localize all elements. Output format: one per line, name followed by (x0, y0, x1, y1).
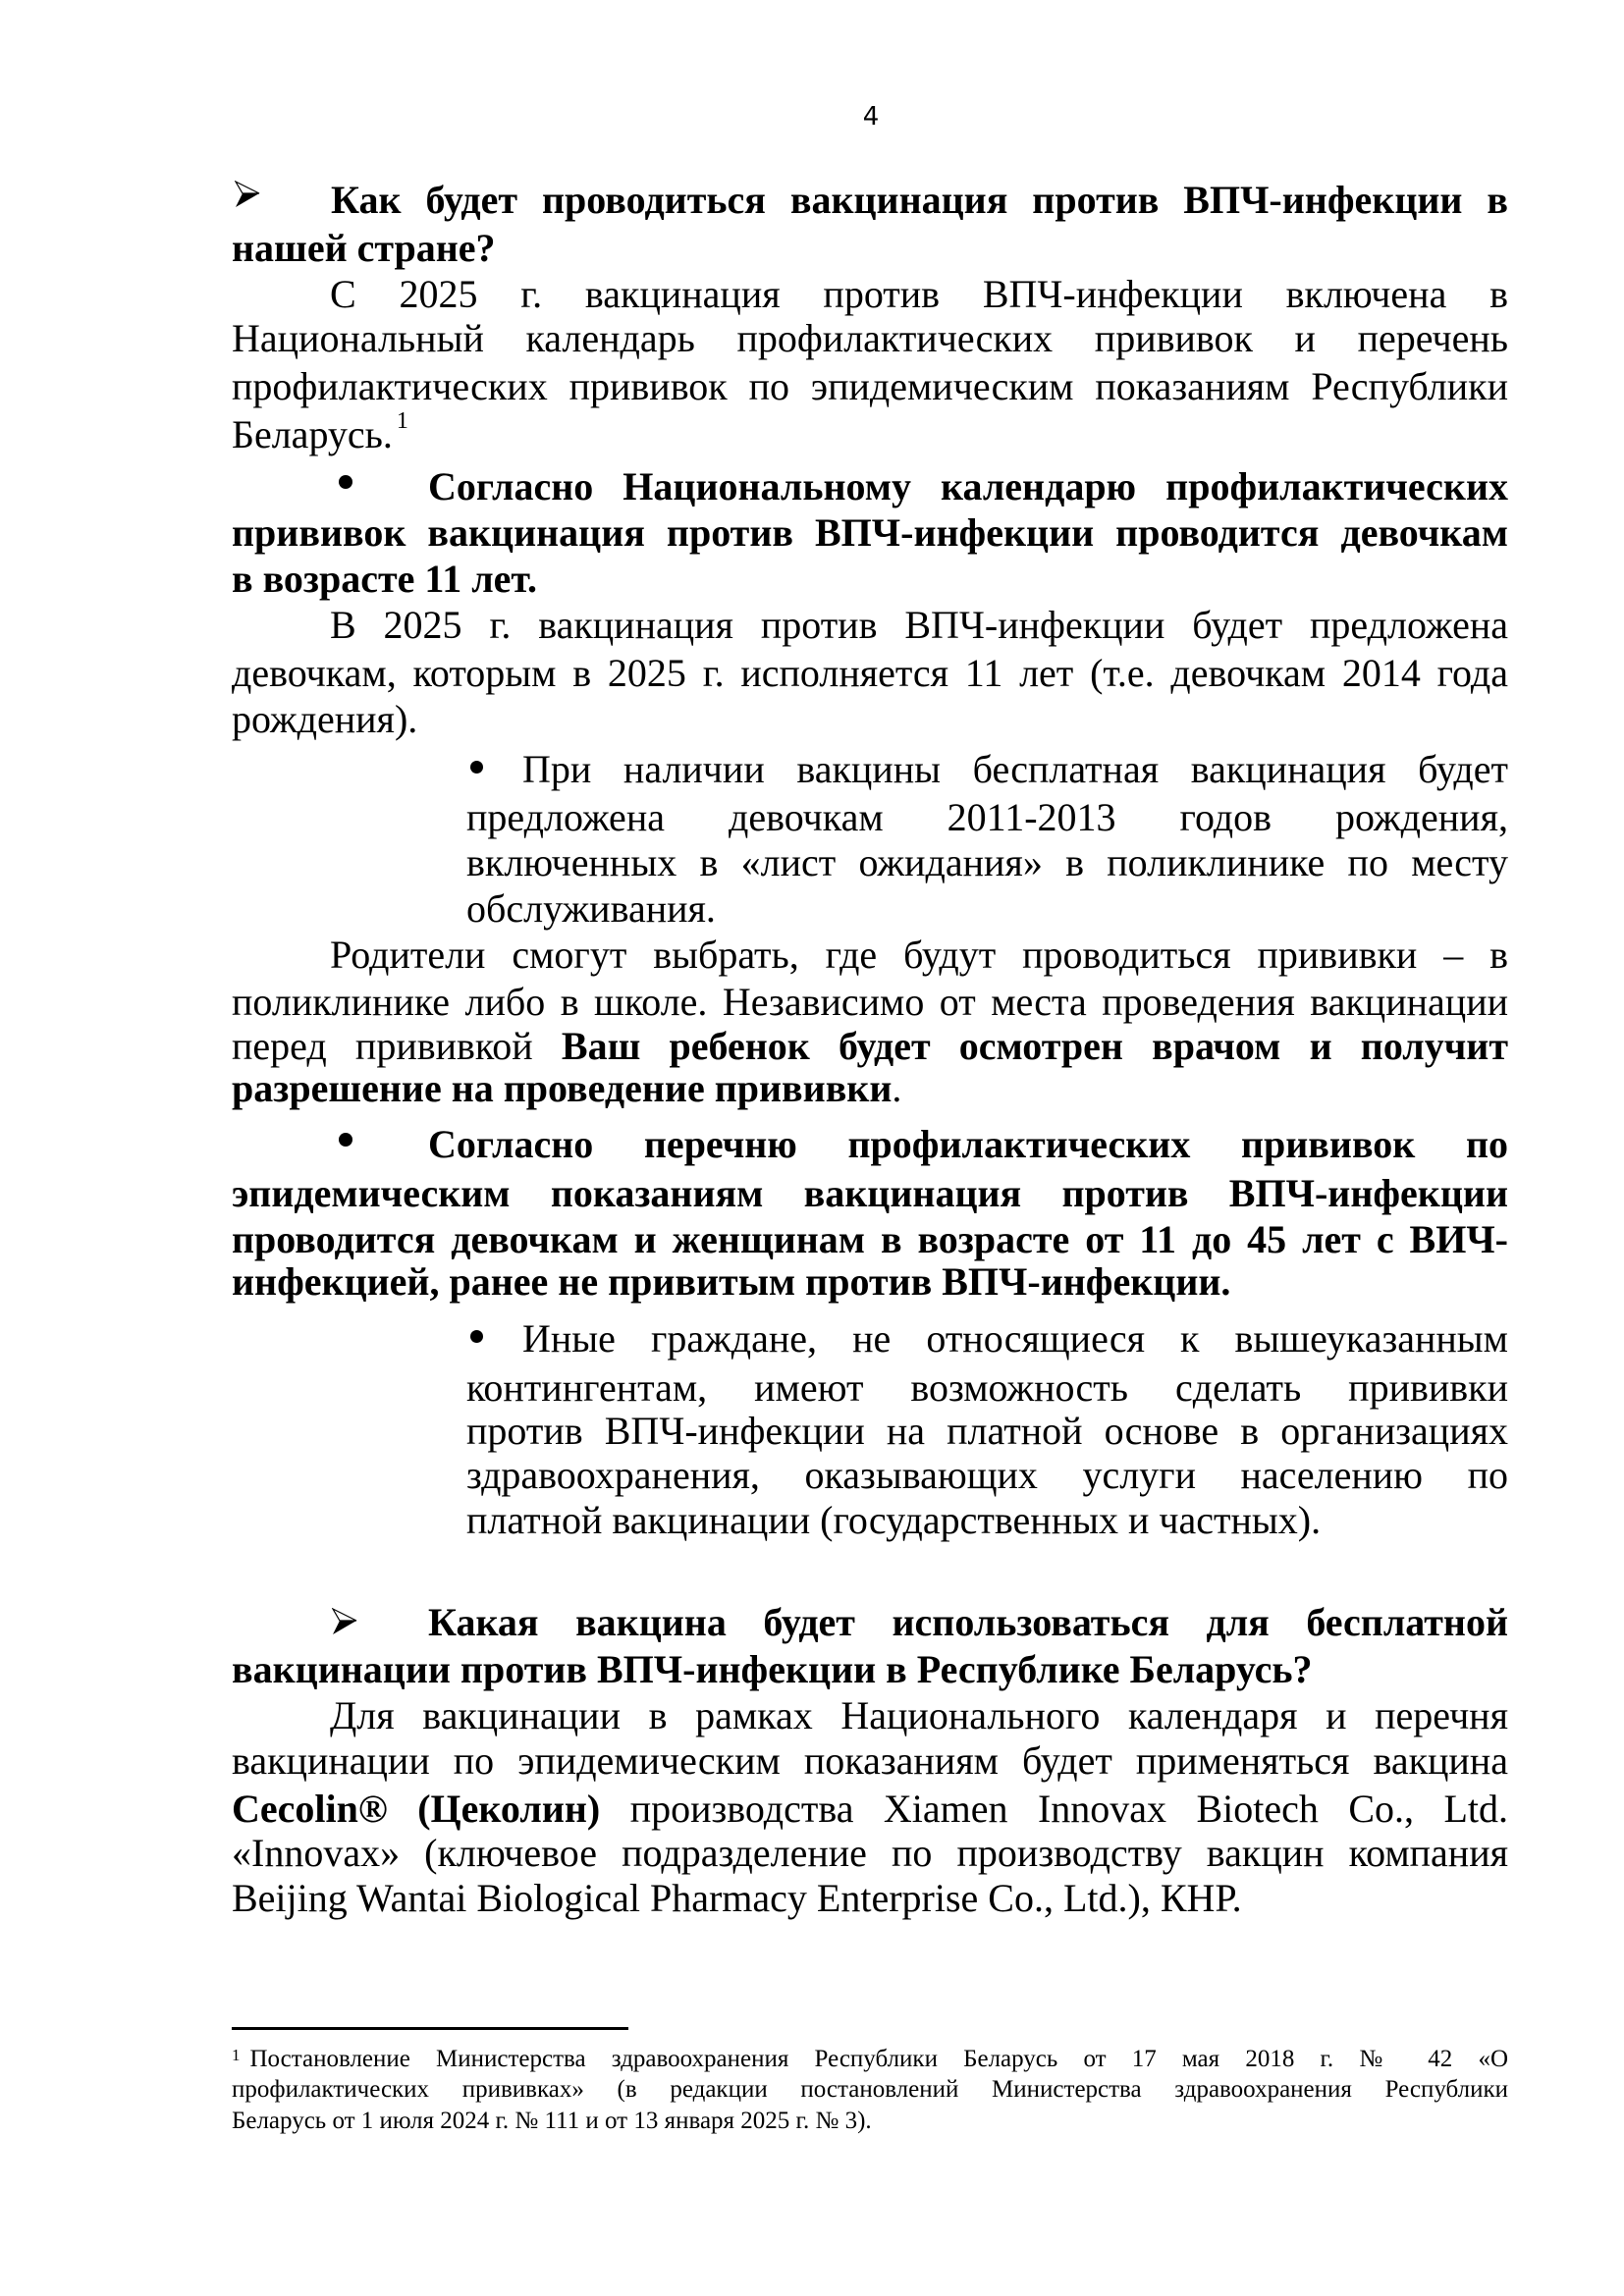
para2-line2: девочкам, которым в 2025 г. исполняется 11 лет (т.е. девочкам 2014 года (232, 651, 1508, 695)
bullet-icon (470, 1330, 483, 1343)
bullet-icon (470, 761, 483, 774)
footnote-line2: профилактических прививках» (в редакции постановлений Министерства здравоохранения Республики (232, 2076, 1508, 2103)
para3-line3-normal: перед прививкой (232, 1024, 533, 1068)
arrowhead-icon (235, 181, 260, 208)
footnote-separator (232, 2027, 628, 2030)
para3-line4-end: . (892, 1066, 902, 1110)
sub-bullet1-line2: предложена девочкам 2011-2013 годов рождения, (466, 795, 1508, 839)
vaccine-para-line2: вакцинации по эпидемическим показаниям будет применяться вакцина (232, 1738, 1508, 1783)
sub-bullet1-line3: включенных в «лист ожидания» в поликлинике по месту (466, 840, 1508, 884)
footnote-reference[interactable]: 1 (396, 408, 408, 434)
sub-bullet2-line3: против ВПЧ-инфекции на платной основе в организациях (466, 1409, 1508, 1453)
intro-line4 (232, 408, 1508, 458)
vaccine-para-line3 (232, 1786, 1508, 1833)
vaccine-para-line5: Beijing Wantai Biological Pharmacy Enterprise Co., Ltd.), КНР. (232, 1876, 1242, 1920)
para2-line3: рождения). (232, 697, 418, 741)
bullet-icon (339, 1133, 352, 1147)
para3-line2: поликлинике либо в школе. Независимо от места проведения вакцинации (232, 980, 1508, 1024)
sub-bullet2-line2: контингентам, имеют возможность сделать прививки (466, 1365, 1508, 1410)
section2-heading-line2: вакцинации против ВПЧ-инфекции в Республике Беларусь? (232, 1647, 1313, 1691)
bold-bullet1-line3: в возрасте 11 лет. (232, 557, 538, 601)
section2-heading-line1: Какая вакцина будет использоваться для бесплатной (428, 1600, 1508, 1644)
para3-line4 (232, 1065, 1508, 1112)
bullet-icon (339, 475, 352, 489)
intro-line1: С 2025 г. вакцинация против ВПЧ-инфекции включена в (330, 272, 1508, 316)
sub-bullet1-line4: обслуживания. (466, 886, 716, 931)
bold-bullet2-line3: проводится девочкам и женщинам в возрасте от 11 до 45 лет с ВИЧ- (232, 1217, 1508, 1261)
vaccine-manufacturer: производства Xiamen Innovax Biotech Co., Ltd. (629, 1787, 1508, 1831)
sub-bullet2-line5: платной вакцинации (государственных и частных). (466, 1498, 1322, 1542)
para3-line4-bold: разрешение на проведение прививки (232, 1066, 893, 1110)
para2-line1: В 2025 г. вакцинация против ВПЧ-инфекции будет предложена (330, 603, 1508, 647)
footnote-marker: 1 (232, 2046, 241, 2064)
sub-bullet2-line4: здравоохранения, оказывающих услуги населению по (466, 1453, 1508, 1497)
vaccine-name: Cecolin® (Цеколин) (232, 1787, 601, 1831)
para3-line3 (232, 1023, 1508, 1070)
intro-line2: Национальный календарь профилактических прививок и перечень (232, 316, 1508, 360)
footnote-line3: Беларусь от 1 июля 2024 г. № 111 и от 13 января 2025 г. № 3). (232, 2108, 872, 2134)
bold-bullet1-line2: прививок вакцинация против ВПЧ-инфекции проводится девочкам (232, 510, 1508, 555)
sub-bullet1-line1: При наличии вакцины бесплатная вакцинация будет (522, 747, 1508, 791)
bold-bullet2-line2: эпидемическим показаниям вакцинация против ВПЧ-инфекции (232, 1171, 1508, 1215)
vaccine-para-line1: Для вакцинации в рамках Национального календаря и перечня (330, 1693, 1508, 1737)
sub-bullet2-line1: Иные граждане, не относящиеся к вышеуказанным (522, 1316, 1508, 1361)
footnote-line1-text: Постановление Министерства здравоохранения Республики Беларусь от 17 мая 2018 г. № 42 «О (249, 2046, 1508, 2072)
bold-bullet2-line4: инфекцией, ранее не привитым против ВПЧ-инфекции. (232, 1259, 1231, 1304)
vaccine-para-line4: «Innovax» (ключевое подразделение по производству вакцин компания (232, 1831, 1508, 1875)
para3-line1: Родители смогут выбрать, где будут проводиться прививки – в (330, 933, 1508, 977)
section1-heading-line2: нашей стране? (232, 226, 496, 270)
intro-line3: профилактических прививок по эпидемическим показаниям Республики (232, 364, 1508, 408)
bold-bullet1-line1: Согласно Национальному календарю профилактических (428, 464, 1508, 508)
arrowhead-icon (332, 1608, 357, 1635)
intro-line4-text: Беларусь. (232, 412, 393, 456)
page-number: 4 (862, 102, 880, 132)
footnote-line1 (232, 2044, 1508, 2075)
section1-heading-line1: Как будет проводиться вакцинация против ВПЧ-инфекции в (331, 178, 1508, 222)
para3-line3-bold: Ваш ребенок будет осмотрен врачом и получит (561, 1024, 1508, 1068)
bold-bullet2-line1: Согласно перечню профилактических прививок по (428, 1122, 1508, 1166)
